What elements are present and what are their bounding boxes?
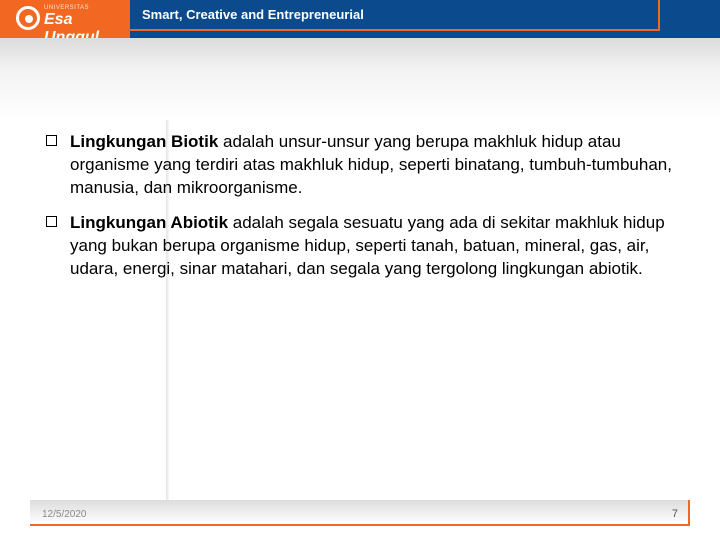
title-band: [0, 38, 720, 120]
square-bullet-icon: [46, 135, 57, 146]
footer-bar: [30, 500, 690, 526]
bullet-text: adalah unsur-unsur yang berupa makhluk hidup atau organisme yang terdiri atas makhluk hidup, seperti binatang, tumbuh-tumbuhan, manusia, dan mikroorganisme.: [70, 132, 672, 197]
bullet-item: [44, 211, 684, 280]
header-tagline: Smart, Creative and Entrepreneurial: [142, 7, 364, 22]
logo-subtext: UNIVERSITAS: [44, 5, 90, 11]
logo-text: Esa: [44, 11, 73, 28]
bullet-term: Lingkungan Biotik: [70, 132, 219, 151]
bullet-item: [44, 130, 684, 199]
bullet-term: Lingkungan Abiotik: [70, 213, 229, 232]
header-bar: [0, 0, 720, 38]
footer-date: 12/5/2020: [42, 509, 87, 520]
logo-emblem-icon: [16, 6, 40, 30]
square-bullet-icon: [46, 216, 57, 227]
slide-content: [44, 130, 684, 292]
page-number: 7: [671, 508, 678, 520]
bullet-text: adalah segala sesuatu yang ada di sekitar makhluk hidup yang bukan berupa organisme hidup, seperti tanah, batuan, mineral, gas, air, udara, energi, sinar matahari, dan segala yang tergolong lingkungan abiotik.: [70, 213, 665, 278]
logo: [0, 0, 130, 38]
